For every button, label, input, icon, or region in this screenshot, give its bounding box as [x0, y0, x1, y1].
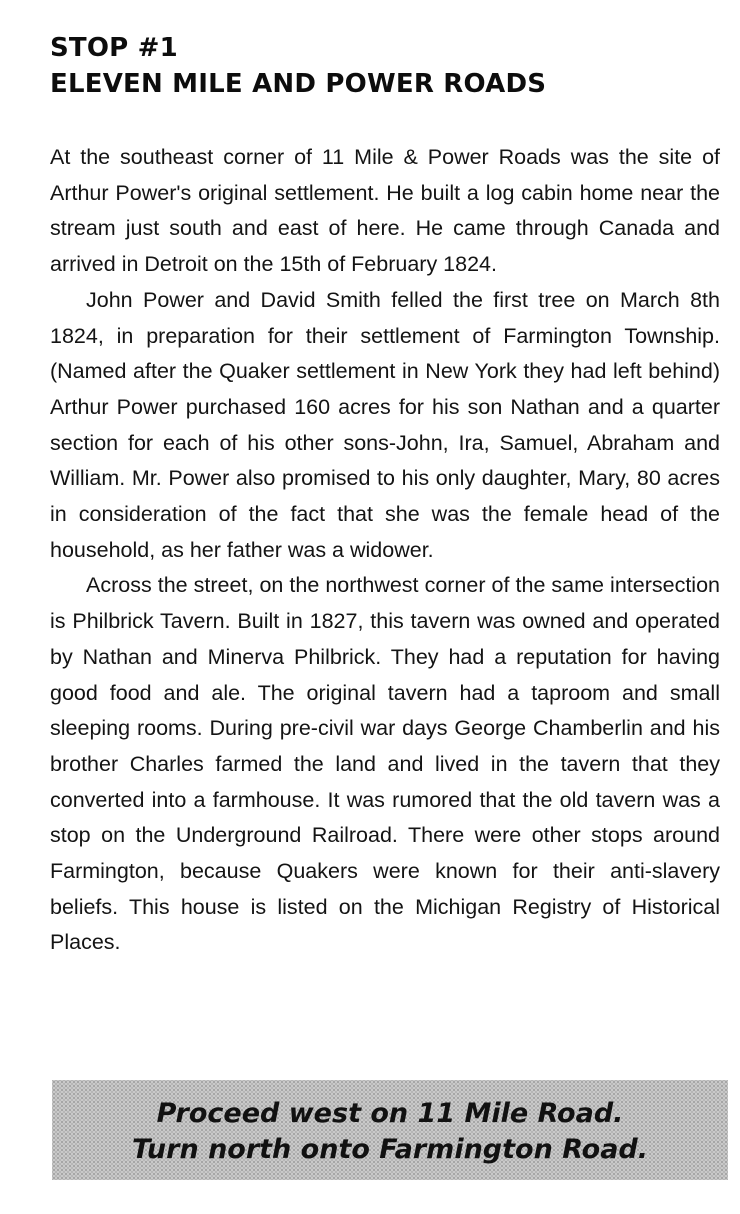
direction-line-2: Turn north onto Farmington Road. [131, 1134, 649, 1165]
paragraph-tavern: Across the street, on the northwest corner of the same intersection is Philbrick Tavern. Built in 1827, this tavern was owned and operated by Nathan and Minerva Philbrick. They had a reputation for having good food and ale. The original tavern had a taproom and small sleeping rooms. During pre-civil war days George Chamberlin and his brother Charles farmed the land and lived in the tavern that they converted into a farmhouse. It was rumored that the old tavern was a stop on the Underground Railroad. There were other stops around Farmington, because Quakers were known for their anti-slavery beliefs. This house is listed on the Michigan Registry of Historical Places. [50, 573, 720, 955]
direction-line-1: Proceed west on 11 Mile Road. [156, 1098, 624, 1129]
directions-callout [52, 1080, 728, 1180]
stop-number: STOP #1 [50, 33, 178, 63]
paragraph-settlement: At the southeast corner of 11 Mile & Power Roads was the site of Arthur Power's original settlement. He built a log cabin home near the stream just south and east of here. He came through Canada and arrived in Detroit on the 15th of February 1824. [50, 145, 720, 277]
stop-description [50, 140, 720, 961]
paragraph-township: John Power and David Smith felled the first tree on March 8th 1824, in preparation for their settlement of Farmington Township. (Named after the Quaker settlement in New York they had left behind) Arthur Power purchased 160 acres for his son Nathan and a quarter section for each of his other sons-John, Ira, Samuel, Abraham and William. Mr. Power also promised to his only daughter, Mary, 80 acres in consideration of the fact that she was the female head of the household, as her father was a widower. [50, 287, 720, 562]
stop-location-title: ELEVEN MILE AND POWER ROADS [50, 69, 547, 99]
directions-text [52, 1096, 728, 1168]
stop-heading [50, 30, 710, 102]
